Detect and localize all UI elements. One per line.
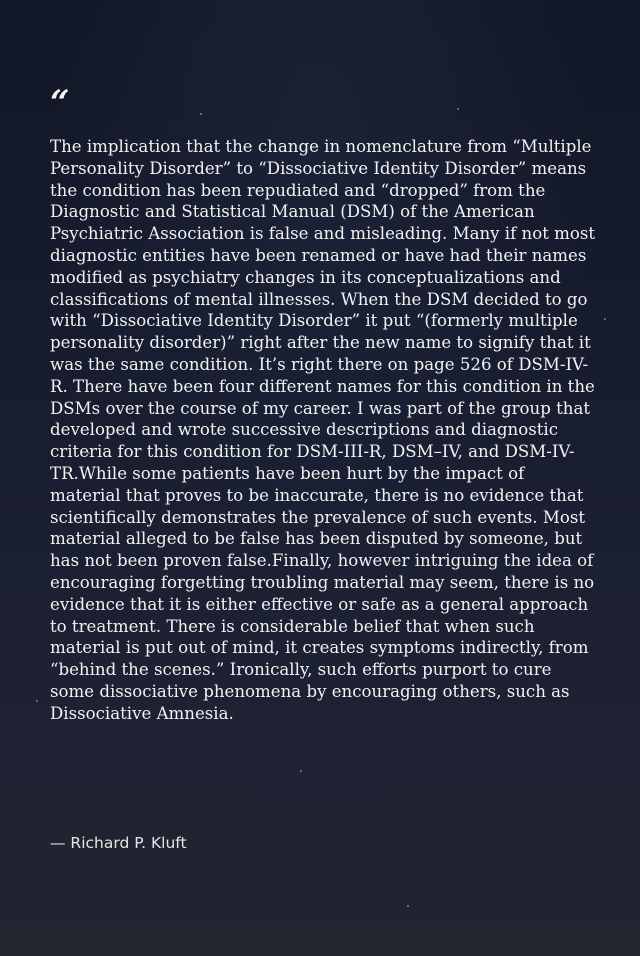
quote-mark-icon: “ bbox=[50, 83, 68, 123]
star-decoration bbox=[36, 700, 38, 702]
quote-author: — Richard P. Kluft bbox=[50, 834, 187, 852]
star-decoration bbox=[407, 905, 409, 907]
star-decoration bbox=[200, 113, 202, 115]
star-decoration bbox=[457, 108, 459, 110]
quote-text: The implication that the change in nomenclature from “Multiple Personality Disorder” to “Dissociative Identity Disorder” means the condition has been repudiated and “dropped” from the Diagnostic and Statistical Manual (DSM) of the American Psychiatric Association is false and misleading. Many if not most diagnostic entities have been renamed or have had their names modified as psychiatry changes in its conceptualizations and classifications of mental illnesses. When the DSM decided to go with “Dissociative Identity Disorder” it put “(formerly multiple personality disorder)” right after the new name to signify that it was the same condition. It’s right there on page 526 of DSM-IV-R. There have been four different names for this condition in the DSMs over the course of my career. I was part of the group that developed and wrote successive descriptions and diagnostic criteria for this condition for DSM-III-R, DSM–IV, and DSM-IV-TR.While some patients have been hurt by the impact of material that proves to be inaccurate, there is no evidence that scientifically demonstrates the prevalence of such events. Most material alleged to be false has been disputed by someone, but has not been proven false.Finally, however intriguing the idea of encouraging forgetting troubling material may seem, there is no evidence that it is either effective or safe as a general approach to treatment. There is considerable belief that when such material is put out of mind, it creates symptoms indirectly, from “behind the scenes.” Ironically, such efforts purport to cure some dissociative phenomena by encouraging others, such as Dissociative Amnesia. bbox=[50, 137, 596, 723]
star-decoration bbox=[300, 770, 302, 772]
star-decoration bbox=[604, 318, 606, 320]
